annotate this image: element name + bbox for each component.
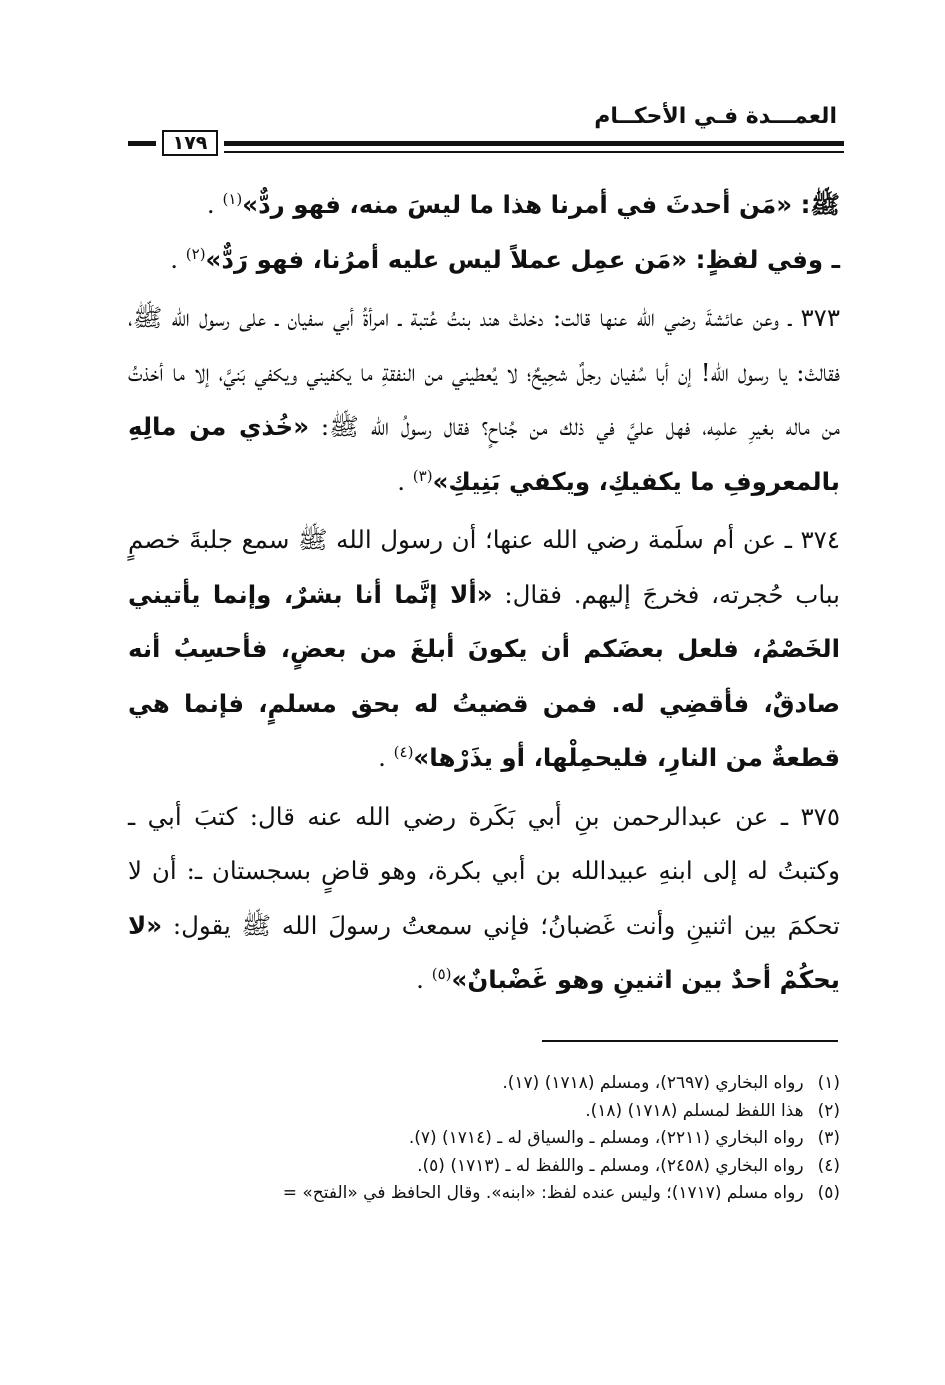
header-rule-thin	[224, 151, 844, 153]
footnote-number: (٥)	[817, 1183, 840, 1203]
hadith-quote: ـ وفي لفظٍ: «مَن عمِل عملاً ليس عليه أمرُنا، فهو رَدٌّ»	[205, 244, 840, 274]
footnote-item	[110, 1098, 840, 1126]
footnote-text: رواه البخاري (٢٤٥٨)، ومسلم ـ واللفظ له ـ (١٧١٣) (٥).	[417, 1155, 804, 1176]
period: .	[206, 190, 223, 219]
footnote-text: هذا اللفظ لمسلم (١٧١٨) (١٨).	[585, 1100, 804, 1121]
footnote-text: رواه البخاري (٢٦٩٧)، ومسلم (١٧١٨) (١٧).	[502, 1073, 804, 1093]
header-rule-thick	[224, 141, 844, 146]
paragraph-hadith-374	[128, 513, 840, 786]
paragraph-hadith-373	[128, 291, 840, 509]
period: .	[416, 965, 432, 994]
header-rule-left	[128, 141, 156, 146]
period: .	[378, 743, 394, 772]
footnote-separator	[542, 1040, 838, 1042]
running-title: العمـــدة فـي الأحكــام	[594, 104, 837, 129]
footnote-item	[110, 1070, 840, 1098]
footnote-item	[110, 1153, 840, 1181]
footnote-ref: (٣)	[412, 466, 433, 485]
period: .	[397, 466, 413, 496]
footnote-ref: (٢)	[185, 244, 206, 263]
footnote-item	[110, 1180, 840, 1208]
footnote-number: (٤)	[817, 1155, 840, 1176]
page-number: ١٧٩	[162, 130, 218, 156]
footnote-item	[110, 1125, 840, 1153]
footnote-number: (٣)	[817, 1128, 840, 1148]
footnote-text: رواه البخاري (٢٢١١)، ومسلم ـ والسياق له ـ (١٧١٤) (٧).	[408, 1128, 804, 1148]
footnote-ref: (٤)	[393, 742, 414, 761]
footnote-text: رواه مسلم (١٧١٧)؛ وليس عنده لفظ: «ابنه». وقال الحافظ في «الفتح» =	[282, 1183, 804, 1203]
narration-text: ٣٧٥ ـ عن عبدالرحمن بنِ أبي بَكَرة رضي الله عنه قال: كتبَ أبي ـ وكتبتُ له إلى ابنهِ عبيدالله بن أبي بكرة، وهو قاضٍ بسجستان ـ: أن لا تحكمَ بين اثنينِ وأنت غَضبانُ؛ فإني سمعتُ رسولَ الله ﷺ يقول:	[128, 801, 840, 940]
paragraph-hadith-375	[128, 790, 840, 1008]
footnote-number: (١)	[817, 1073, 840, 1093]
footnote-number: (٢)	[817, 1100, 840, 1121]
footnotes	[110, 1070, 840, 1208]
narration-text: ٣٧٤ ـ عن أم سلَمة رضي الله عنها؛ أن رسول الله ﷺ سمع جلبةَ خصمٍ بباب حُجرته، فخرجَ إليهم. فقال:	[128, 525, 840, 609]
narration-text: ٣٧٣ ـ وعن عائشةَ رضي الله عنها قالت: دخلتْ هند بنتُ عُتبة ـ امرأةُ أبي سفيان ـ على رسول الله ﷺ، فقالتْ: يا رسول الله! إن أبا سُفيان رجلٌ شحِيحٌ؛ لا يُعطيني من النفقةِ ما يكفيني ويكفي بَنيَّ، إلا ما أخذتُ من ماله بغيرِ علمِه، فهل عليَّ في ذلك من جُناحٍ؟ فقال رسولُ الله ﷺ:	[128, 303, 840, 441]
footnote-ref: (٥)	[431, 964, 452, 983]
footnote-ref: (١)	[222, 189, 243, 208]
hadith-quote: ﷺ: «مَن أحدثَ في أمرنا هذا ما ليسَ منه، فهو ردٌّ»	[242, 190, 840, 219]
period: .	[170, 244, 186, 274]
hadith-quote: «لا يحكُمْ أحدٌ بين اثنينِ وهو غَضْبانٌ»	[128, 910, 840, 994]
paragraph-hadith-end	[128, 178, 840, 233]
hadith-quote: «ألا إنَّما أنا بشرٌ، وإنما يأتيني الخَصْمُ، فلعل بعضَكم أن يكونَ أبلغَ من بعضٍ، فأحسِبُ أنه صادقٌ، فأقضِي له. فمن قضيتُ له بحق مسلمٍ، فإنما هي قطعةٌ من النارِ، فليحمِلْها، أو يذَرْها»	[128, 579, 840, 772]
hadith-quote: «خُذي من مالِهِ بالمعروفِ ما يكفيكِ، ويكفي بَنِيكِ»	[128, 412, 840, 496]
paragraph-alt-wording	[128, 233, 840, 288]
main-text	[128, 178, 840, 1008]
